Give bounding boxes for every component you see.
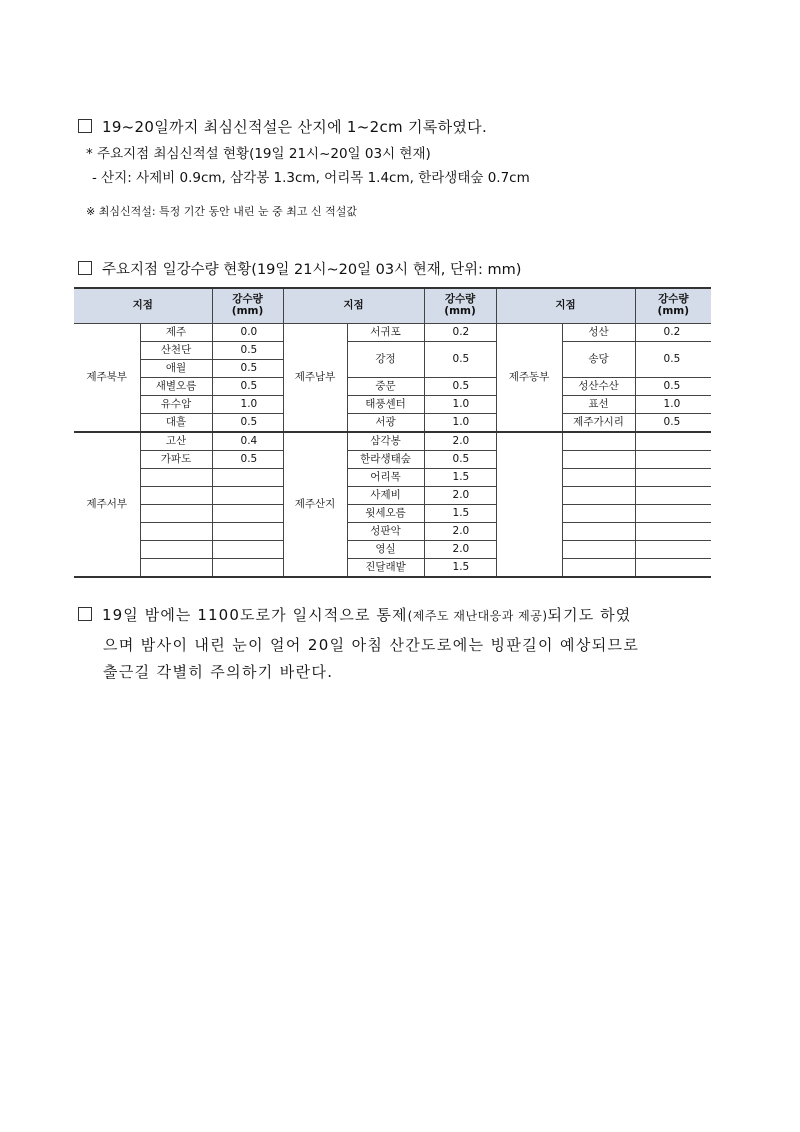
notice-line-2: 으며 밤사이 내린 눈이 얼어 20일 아침 산간도로에는 빙판길이 예상되므로: [103, 636, 640, 654]
empty-cell: [562, 559, 635, 578]
rain-value: 0.5: [212, 378, 283, 396]
empty-cell: [140, 505, 212, 523]
station-name: 삼각봉: [347, 432, 424, 451]
rain-value: 0.5: [212, 414, 283, 433]
table-row: [74, 432, 711, 451]
empty-cell: [212, 505, 283, 523]
rain-table-title-line: [78, 258, 521, 279]
rain-value: 0.5: [635, 414, 711, 433]
empty-cell: [562, 469, 635, 487]
empty-cell: [562, 432, 635, 451]
empty-cell: [562, 487, 635, 505]
empty-cell: [212, 487, 283, 505]
station-name: 가파도: [140, 451, 212, 469]
snow-mountain-values: - 산지: 사제비 0.9cm, 삼각봉 1.3cm, 어리목 1.4cm, 한라생태숲 0.7cm: [92, 170, 530, 186]
snow-definition-note: ※ 최심신적설: 특정 기간 동안 내린 눈 중 최고 신 적설값: [86, 205, 358, 218]
empty-cell: [635, 487, 711, 505]
rain-table-title: 주요지점 일강수량 현황(19일 21시~20일 03시 현재, 단위: mm): [102, 262, 522, 278]
empty-cell: [562, 451, 635, 469]
notice-source: (제주도 재난대응과 제공): [407, 609, 548, 623]
empty-cell: [635, 559, 711, 578]
table-row: [74, 396, 711, 414]
empty-cell: [562, 541, 635, 559]
station-name: 성판악: [347, 523, 424, 541]
table-row: [74, 505, 711, 523]
rain-value: 0.5: [212, 342, 283, 360]
rain-value: 2.0: [424, 432, 496, 451]
rain-value: 1.0: [212, 396, 283, 414]
station-name: 대흘: [140, 414, 212, 433]
empty-cell: [212, 559, 283, 578]
table-row: [74, 541, 711, 559]
station-name: 태풍센터: [347, 396, 424, 414]
rain-table: [74, 287, 711, 578]
rain-value: 1.5: [424, 469, 496, 487]
station-name: 윗세오름: [347, 505, 424, 523]
empty-cell: [212, 523, 283, 541]
rain-table-header-row: [74, 288, 711, 324]
checkbox-bullet-icon: [78, 607, 92, 621]
region-empty: [496, 432, 562, 577]
empty-cell: [562, 505, 635, 523]
notice-line-1: 19일 밤에는 1100도로가 일시적으로 통제(제주도 재난대응과 제공)되기도 하였: [78, 604, 631, 625]
empty-cell: [635, 469, 711, 487]
header-station: 지점: [74, 288, 212, 324]
empty-cell: [635, 541, 711, 559]
table-row: [74, 414, 711, 433]
table-row: [74, 378, 711, 396]
snow-detail-heading: * 주요지점 최심신적설 현황(19일 21시~20일 03시 현재): [86, 146, 431, 162]
station-name: 강정: [347, 342, 424, 378]
rain-value: 0.5: [424, 342, 496, 378]
table-row: [74, 451, 711, 469]
table-row: [74, 523, 711, 541]
empty-cell: [140, 469, 212, 487]
empty-cell: [635, 505, 711, 523]
rain-value: 1.0: [424, 414, 496, 433]
station-name: 제주가시리: [562, 414, 635, 433]
empty-cell: [140, 559, 212, 578]
header-station: 지점: [496, 288, 635, 324]
header-amount: 강수량 (mm): [424, 288, 496, 324]
region-south: 제주남부: [283, 324, 347, 433]
rain-value: 0.0: [212, 324, 283, 342]
station-name: 서귀포: [347, 324, 424, 342]
station-name: 송당: [562, 342, 635, 378]
station-name: 제주: [140, 324, 212, 342]
header-amount: 강수량 (mm): [212, 288, 283, 324]
region-west: 제주서부: [74, 432, 140, 577]
table-row: [74, 487, 711, 505]
snow-summary-line: [78, 116, 487, 137]
station-name: 산천단: [140, 342, 212, 360]
rain-value: 2.0: [424, 523, 496, 541]
rain-value: 0.5: [212, 451, 283, 469]
region-north: 제주북부: [74, 324, 140, 433]
station-name: 어리목: [347, 469, 424, 487]
station-name: 진달래밭: [347, 559, 424, 578]
rain-value: 0.2: [635, 324, 711, 342]
station-name: 고산: [140, 432, 212, 451]
rain-value: 0.5: [424, 451, 496, 469]
rain-value: 0.5: [635, 378, 711, 396]
checkbox-bullet-icon: [78, 119, 92, 133]
notice-line-3: 출근길 각별히 주의하기 바란다.: [103, 663, 334, 681]
region-mountain: 제주산지: [283, 432, 347, 577]
region-east: 제주동부: [496, 324, 562, 433]
empty-cell: [635, 432, 711, 451]
rain-value: 0.5: [424, 378, 496, 396]
rain-value: 0.5: [212, 360, 283, 378]
header-station: 지점: [283, 288, 424, 324]
rain-value: 1.0: [424, 396, 496, 414]
empty-cell: [140, 487, 212, 505]
table-row: [74, 469, 711, 487]
empty-cell: [562, 523, 635, 541]
rain-value: 2.0: [424, 487, 496, 505]
rain-value: 0.2: [424, 324, 496, 342]
rain-value: 0.5: [635, 342, 711, 378]
rain-value: 2.0: [424, 541, 496, 559]
table-row: [74, 324, 711, 342]
station-name: 새별오름: [140, 378, 212, 396]
empty-cell: [212, 469, 283, 487]
station-name: 애월: [140, 360, 212, 378]
station-name: 중문: [347, 378, 424, 396]
station-name: 성산: [562, 324, 635, 342]
station-name: 서광: [347, 414, 424, 433]
rain-value: 1.5: [424, 505, 496, 523]
station-name: 유수암: [140, 396, 212, 414]
station-name: 사제비: [347, 487, 424, 505]
rain-value: 1.0: [635, 396, 711, 414]
station-name: 성산수산: [562, 378, 635, 396]
header-amount: 강수량 (mm): [635, 288, 711, 324]
empty-cell: [140, 523, 212, 541]
station-name: 표선: [562, 396, 635, 414]
empty-cell: [140, 541, 212, 559]
rain-value: 0.4: [212, 432, 283, 451]
checkbox-bullet-icon: [78, 261, 92, 275]
station-name: 영실: [347, 541, 424, 559]
table-row: [74, 342, 711, 360]
snow-summary-text: 19~20일까지 최심신적설은 산지에 1~2cm 기록하였다.: [102, 118, 488, 136]
station-name: 한라생태숲: [347, 451, 424, 469]
rain-value: 1.5: [424, 559, 496, 578]
empty-cell: [212, 541, 283, 559]
empty-cell: [635, 451, 711, 469]
table-row: [74, 559, 711, 578]
empty-cell: [635, 523, 711, 541]
